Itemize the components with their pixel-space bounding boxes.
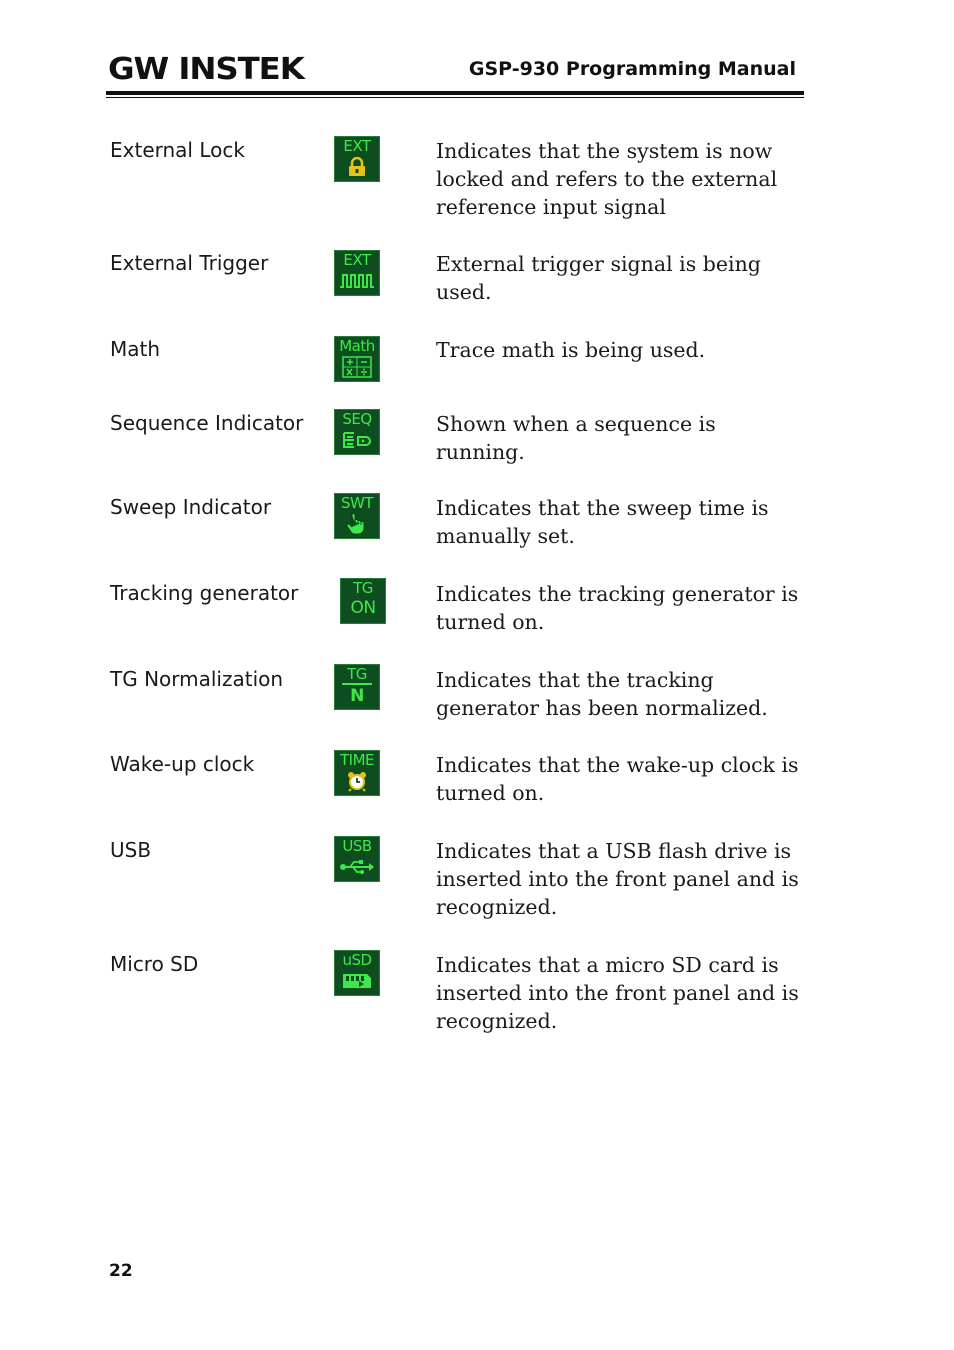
gw-instek-logo: GW INSTEK xyxy=(108,51,304,87)
wakeup-clock-status-icon xyxy=(334,750,380,796)
lock-icon xyxy=(339,155,375,179)
icon-caption: TG xyxy=(353,579,373,597)
row-label: Micro SD xyxy=(110,952,199,976)
row-label: Sweep Indicator xyxy=(110,495,272,519)
icon-subcaption: ON xyxy=(350,598,376,618)
icon-caption: SWT xyxy=(340,494,373,512)
row-description: Indicates that the wake-up clock is turned on. xyxy=(436,753,799,805)
row-description: Indicates that a micro SD card is inserted into the front panel and is recognized. xyxy=(436,953,799,1033)
math-operators-icon xyxy=(339,355,375,379)
row-description: Indicates that the tracking generator has been normalized. xyxy=(436,668,768,720)
hand-pointer-icon xyxy=(339,512,375,536)
micro-sd-status-icon xyxy=(334,950,380,996)
row-label: External Trigger xyxy=(110,251,269,275)
row-label: Tracking generator xyxy=(110,581,299,605)
icon-subcaption: N xyxy=(350,686,364,706)
tg-on-status-icon xyxy=(340,578,386,624)
tg-normalization-status-icon xyxy=(334,664,380,710)
usb-status-icon xyxy=(334,836,380,882)
row-description: External trigger signal is being used. xyxy=(436,252,761,304)
sweep-status-icon xyxy=(334,493,380,539)
icon-caption: Math xyxy=(339,337,375,355)
icon-caption: USB xyxy=(342,837,372,855)
row-description: Shown when a sequence is running. xyxy=(436,412,716,464)
icon-caption: SEQ xyxy=(342,410,372,428)
icon-caption: EXT xyxy=(343,251,371,269)
sd-card-icon xyxy=(339,969,375,993)
page-number: 22 xyxy=(109,1261,133,1281)
row-label: Sequence Indicator xyxy=(110,411,304,435)
row-description: Indicates that the sweep time is manually set. xyxy=(436,496,769,548)
sequence-icon xyxy=(339,428,375,452)
icon-caption: TG xyxy=(347,665,367,683)
row-label: Wake-up clock xyxy=(110,752,255,776)
row-description: Trace math is being used. xyxy=(436,338,706,362)
row-label: USB xyxy=(110,838,152,862)
row-description: Indicates the tracking generator is turned on. xyxy=(436,582,799,634)
row-label: Math xyxy=(110,337,161,361)
row-label: External Lock xyxy=(110,138,245,162)
row-label: TG Normalization xyxy=(110,667,284,691)
header-rule xyxy=(106,91,804,95)
ext-trigger-status-icon xyxy=(334,250,380,296)
divider xyxy=(342,683,372,685)
sequence-status-icon xyxy=(334,409,380,455)
alarm-clock-icon xyxy=(339,769,375,793)
row-description: Indicates that a USB flash drive is inserted into the front panel and is recognized. xyxy=(436,839,799,919)
icon-caption: TIME xyxy=(339,751,374,769)
pulse-wave-icon xyxy=(339,269,375,293)
document-title: GSP-930 Programming Manual xyxy=(468,58,796,80)
ext-lock-status-icon xyxy=(334,136,380,182)
usb-icon xyxy=(339,855,375,879)
row-description: Indicates that the system is now locked and refers to the external reference input signal xyxy=(436,139,778,219)
icon-caption: uSD xyxy=(342,951,372,969)
icon-caption: EXT xyxy=(343,137,371,155)
math-status-icon xyxy=(334,336,380,382)
header-rule-thin xyxy=(106,97,804,98)
